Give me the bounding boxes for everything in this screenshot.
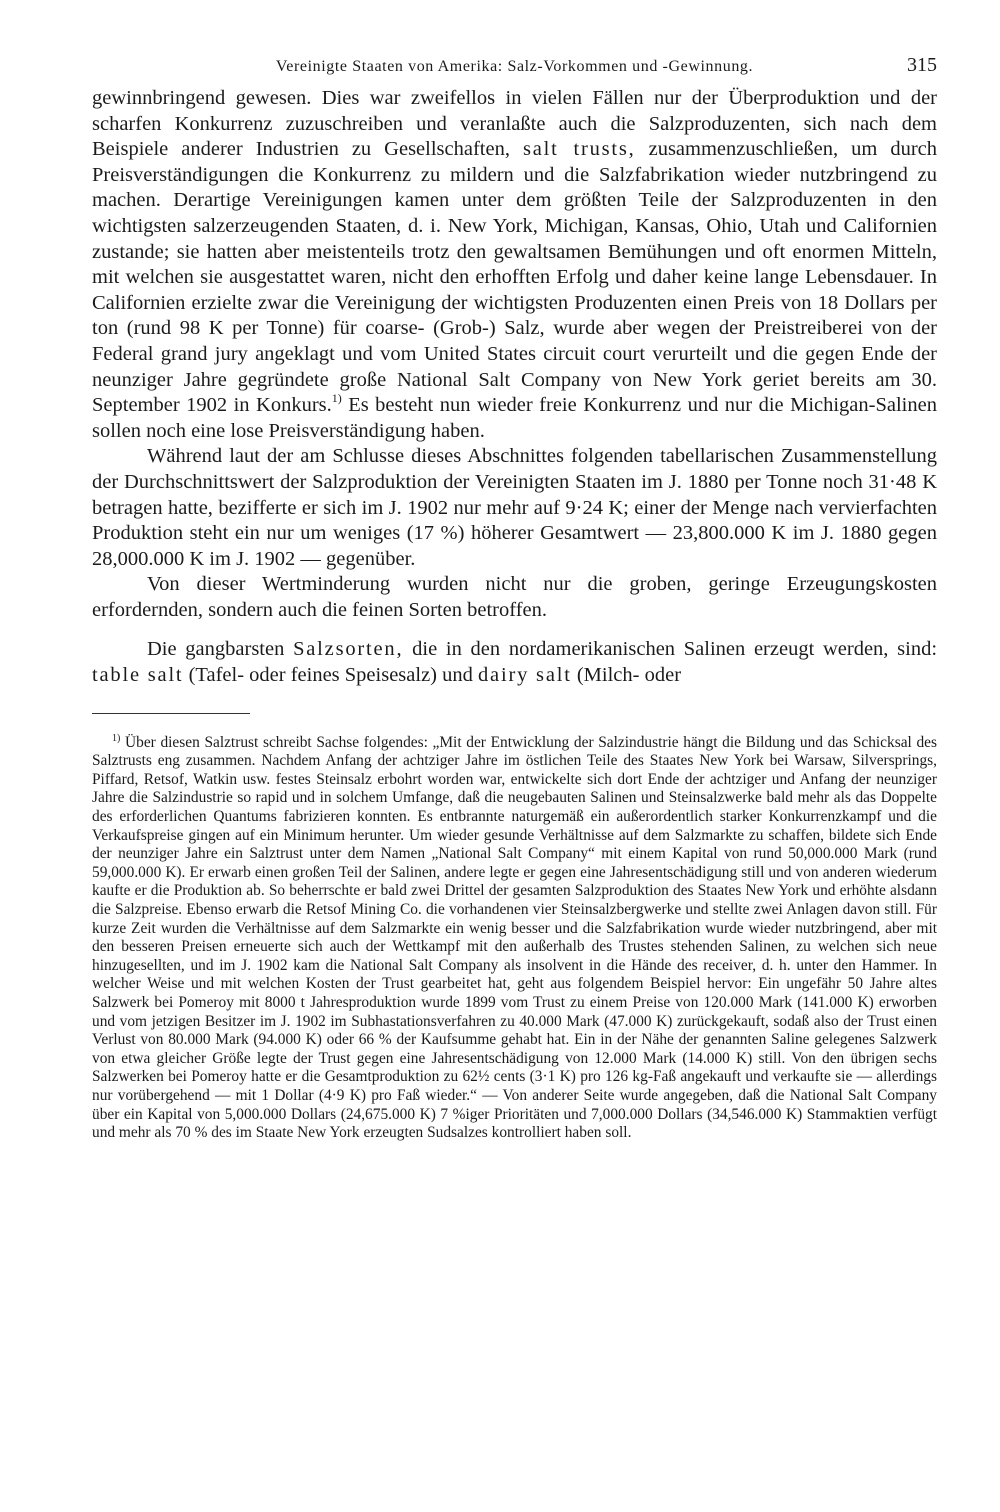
footnote-reference: 1) [331, 391, 342, 406]
paragraph-3: Von dieser Wertminderung wurden nicht nur die groben, geringe Erzeugungskosten erfordernden, sondern auch die feinen Sorten betroffen. [92, 573, 937, 621]
main-text [92, 86, 937, 689]
paragraph-4-emphasis-dairy-salt: dairy salt [478, 664, 572, 687]
running-header [92, 52, 937, 86]
paragraph-4-text-g: (Milch- oder [576, 664, 682, 687]
paragraph-4-text-c: die in den nordamerikanischen Salinen erzeugt werden, sind: [412, 638, 938, 661]
paragraph-4-emphasis-salzsorten: Salzsorten, [293, 638, 404, 661]
paragraph-1-text-a: gewinnbringend gewesen. Dies war zweifellos in vielen Fällen nur der Überproduktion und der scharfen Konkurrenz zuzuschreiben und veranlaßte auch die Salzproduzenten, sich nach dem Beispiele anderer Industrien zu Gesellschaften, [92, 87, 937, 161]
paragraph-1 [92, 86, 937, 444]
paragraph-4-emphasis-table-salt: table salt [92, 664, 184, 687]
paragraph-1-emphasis: salt trusts, [522, 138, 636, 161]
paragraph-4 [92, 637, 937, 688]
footnote-divider [92, 713, 250, 714]
footnote [92, 734, 937, 1143]
running-title: Vereinigte Staaten von Amerika: Salz-Vorkommen und -Gewinnung. [275, 58, 754, 75]
paragraph-1-text-d: Es besteht nun wieder freie Konkurrenz und nur die Michigan-Salinen sollen noch eine lose Preisverständigung haben. [92, 394, 937, 442]
footnote-text-block [92, 734, 937, 1143]
paragraph-2: Während laut der am Schlusse dieses Abschnittes folgenden tabellarischen Zusammenstellung der Durchschnittswert der Salzproduktion der Vereinigten Staaten im J. 1880 per Tonne noch 31·48 K betragen hatte, bezifferte er sich im J. 1902 nur mehr auf 9·24 K; einer der Menge nach vervierfachten Produktion steht ein nur um weniges (17 %) höherer Gesamtwert — 23,800.000 K im J. 1880 gegen 28,000.000 K im J. 1902 — gegenüber. [92, 445, 937, 570]
footnote-marker: 1) [112, 732, 121, 744]
book-page [92, 52, 937, 1143]
paragraph-4-text-a: Die gangbarsten [147, 638, 285, 661]
footnote-text: Über diesen Salztrust schreibt Sachse folgendes: „Mit der Entwicklung der Salzindustrie hängt die Bildung und das Schicksal des Salztrusts eng zusammen. Nachdem Anfang der achtziger Jahre im östlichen Teile des Staates New York bei Warsaw, Silversprings, Piffard, Retsof, Watkin usw. festes Steinsalz erbohrt worden war, entwickelte sich dort Ende der achtziger und Anfang der neunziger Jahre die Salzindustrie so rapid und in solchem Umfange, daß die neugebauten Salinen und Steinsalzwerke bald mehr als das Doppelte des erforderlichen Quantums fabrizieren konnten. Es entbrannte naturgemäß ein außerordentlich starker Konkurrenzkampf und die Verkaufspreise gingen auf ein Minimum herunter. Um wieder gesunde Verhältnisse auf dem Salzmarkte zu schaffen, bildete sich Ende der neunziger Jahre ein Salztrust unter dem Namen „National Salt Company“ mit einem Kapital von rund 50,000.000 Mark (rund 59,000.000 K). Er erwarb einen großen Teil der Salinen, andere legte er gegen eine Jahresentschädigung still und von anderen wiederum kaufte er die Produktion ab. So beherrschte er bald zwei Drittel der gesamten Salzproduktion des Staates New York und erhöhte alsdann die Salzpreise. Ebenso erwarb die Retsof Mining Co. die vorhandenen vier Steinsalzbergwerke und stellte zwei Anlagen davon still. Für kurze Zeit wurden die Verhältnisse auf dem Salzmarkte ein wenig besser und die Salzfabrikation wurde wieder nutzbringend, aber mit den besseren Preisen erneuerte sich auch der Wettkampf mit den außerhalb des Trustes stehenden Salinen, zu welchen sich neue hinzugesellten, und im J. 1902 kam die National Salt Company als insolvent in die Hände des receiver, d. h. unter den Hammer. In welcher Weise und mit welchen Kosten der Trust gearbeitet hat, geht aus folgendem Beispiel hervor: Ein ungefähr 50 Jahre altes Salzwerk bei Pomeroy mit 8000 t Jahresproduktion wurde 1899 vom Trust zu einem Preise von 120.000 Mark (141.000 K) erworben und vom jetzigen Besitzer im J. 1902 im Subhastationsverfahren zu 40.000 Mark (47.000 K) zurückgekauft, sodaß also der Trust einen Verlust von 80.000 Mark (94.000 K) oder 66 % der Kaufsumme gehabt hat. Ein in der Nähe der genannten Saline gelegenes Salzwerk von etwa gleicher Größe legte der Trust gegen eine Jahresentschädigung von 12.000 Mark (14.000 K) still. Von den übrigen sechs Salzwerken bei Pomeroy hatte er die Gesamtproduktion zu 62½ cents (3·1 K) pro 126 kg-Faß angekauft und verkaufte sie — allerdings nur vorübergehend — mit 1 Dollar (4·9 K) pro Faß wieder.“ — Von anderer Seite wurde angegeben, daß die National Salt Company über ein Kapital von 5,000.000 Dollars (24,675.000 K) 7 %iger Prioritäten und 7,000.000 Dollars (34,546.000 K) Stammaktien verfügt und mehr als 70 % des im Staate New York erzeugten Sudsalzes kontrolliert haben soll. [92, 733, 937, 1142]
page-number: 315 [907, 54, 937, 76]
paragraph-1-text-c: zusammenzuschließen, um durch Preisverständigungen die Konkurrenz zu mildern und die Salzfabrikation wieder nutzbringend zu machen. Derartige Vereinigungen kamen unter dem größten Teile der Salzproduzenten in den wichtigsten salzerzeugenden Staaten, d. i. New York, Michigan, Kansas, Ohio, Utah und Californien zustande; sie hatten aber meistenteils trotz den gewaltsamen Bemühungen und oft enormen Mitteln, mit welchen sie ausgestattet waren, nicht den erhofften Erfolg und daher keine lange Lebensdauer. In Californien erzielte zwar die Vereinigung der wichtigsten Produzenten einen Preis von 18 Dollars per ton (rund 98 K per Tonne) für coarse- (Grob-) Salz, wurde aber wegen der Preistreiberei von der Federal grand jury angeklagt und vom United States circuit court verurteilt und die gegen Ende der neunziger Jahre gegründete große National Salt Company von New York geriet bereits am 30. September 1902 in Konkurs. [92, 138, 938, 417]
paragraph-4-text-e: (Tafel- oder feines Speisesalz) und [188, 664, 473, 687]
